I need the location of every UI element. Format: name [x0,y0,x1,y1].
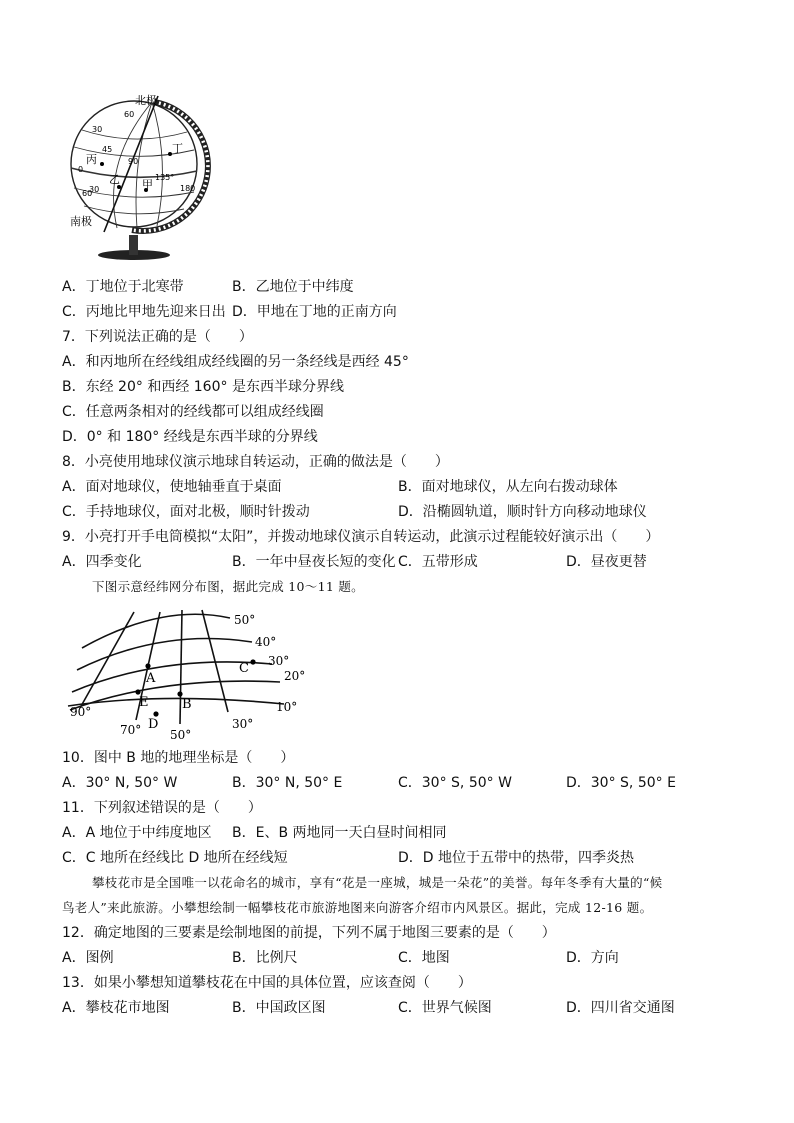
q12-option-d[interactable]: D．方向 [566,950,619,966]
q10-option-c[interactable]: C．30° S, 50° W [398,775,512,791]
svg-text:40°: 40° [255,635,277,649]
q9-option-c[interactable]: C．五带形成 [398,554,478,570]
q13-option-d[interactable]: D．四川省交通图 [566,1000,675,1016]
point-d-marker [153,711,158,716]
q12-stem: 12．确定地图的三要素是绘制地图的前提，下列不属于地图三要素的是（ ） [62,925,556,941]
q10-stem: 10．图中 B 地的地理坐标是（ ） [62,750,295,766]
q11-option-d[interactable]: D．D 地位于五带中的热带，四季炎热 [398,850,635,866]
q8-option-a[interactable]: A．面对地球仪，使地轴垂直于桌面 [62,479,282,495]
q13-option-a[interactable]: A．攀枝花市地图 [62,1000,170,1016]
q8-option-b[interactable]: B．面对地球仪，从左向右拨动球体 [398,479,618,495]
q12-option-a[interactable]: A．图例 [62,950,114,966]
q11-stem: 11．下列叙述错误的是（ ） [62,800,262,816]
q6-option-d[interactable]: D．甲地在丁地的正南方向 [232,304,397,320]
q13-option-c[interactable]: C．世界气候图 [398,1000,492,1016]
point-yi-label: 乙 [109,173,120,186]
q7-option-b[interactable]: B．东经 20° 和西经 160° 是东西半球分界线 [62,379,344,395]
svg-text:90: 90 [128,157,139,166]
point-c-label: C [239,661,249,676]
q6-option-b[interactable]: B．乙地位于中纬度 [232,279,354,295]
point-c-marker [250,659,255,664]
q11-option-b[interactable]: B．E、B 两地同一天白昼时间相同 [232,825,447,841]
svg-text:70°: 70° [120,723,142,737]
point-e-label: E [139,695,149,710]
svg-text:45: 45 [102,145,113,154]
q6-option-c[interactable]: C．丙地比甲地先迎来日出 [62,304,226,320]
svg-text:30: 30 [89,185,100,194]
q8-option-c[interactable]: C．手持地球仪，面对北极，顺时针拨动 [62,504,310,520]
q8-option-d[interactable]: D．沿椭圆轨道，顺时针方向移动地球仪 [398,504,647,520]
q13-option-b[interactable]: B．中国政区图 [232,1000,326,1016]
svg-text:90°: 90° [70,705,92,719]
q8-stem: 8．小亮使用地球仪演示地球自转运动，正确的做法是（ ） [62,454,449,470]
svg-text:60: 60 [82,189,93,198]
q9-option-b[interactable]: B．一年中昼夜长短的变化 [232,554,396,570]
q11-option-a[interactable]: A．A 地位于中纬度地区 [62,825,212,841]
q12-option-c[interactable]: C．地图 [398,950,450,966]
globe-figure [62,92,212,262]
q10-option-d[interactable]: D．30° S, 50° E [566,775,676,791]
q6-option-a[interactable]: A．丁地位于北寒带 [62,279,184,295]
q9-option-a[interactable]: A．四季变化 [62,554,142,570]
svg-text:30°: 30° [232,717,254,731]
intro-12-16-line1: 攀枝花市是全国唯一以花命名的城市，享有“花是一座城，城是一朵花”的美誉。每年冬季有大量的“候 [92,875,663,890]
point-e-marker [135,689,140,694]
point-bing-label: 丙 [86,153,97,166]
q7-stem: 7．下列说法正确的是（ ） [62,329,253,345]
svg-text:50°: 50° [170,728,192,742]
svg-text:0: 0 [78,165,84,174]
q7-option-c[interactable]: C．任意两条相对的经线都可以组成经线圈 [62,404,324,420]
graticule-figure [62,608,312,742]
svg-text:30°: 30° [268,654,290,668]
south-pole-label: 南极 [70,215,92,228]
q13-stem: 13．如果小攀想知道攀枝花在中国的具体位置，应该查阅（ ） [62,975,472,991]
svg-text:30: 30 [92,125,103,134]
svg-text:60: 60 [124,110,135,119]
q7-option-d[interactable]: D．0° 和 180° 经线是东西半球的分界线 [62,429,318,445]
globe-stand-post [129,235,138,255]
q7-option-a[interactable]: A．和丙地所在经线组成经线圈的另一条经线是西经 45° [62,354,409,370]
intro-12-16-line2: 鸟老人”来此旅游。小攀想绘制一幅攀枝花市旅游地图来向游客介绍市内风景区。据此，完成 12-16 题。 [62,900,653,915]
intro-10-11: 下图示意经纬网分布图，据此完成 10～11 题。 [92,579,364,594]
svg-text:135°: 135° [155,173,175,182]
point-a-marker [145,663,150,668]
q10-option-b[interactable]: B．30° N, 50° E [232,775,343,791]
q10-option-a[interactable]: A．30° N, 50° W [62,775,178,791]
q9-stem: 9．小亮打开手电筒模拟“太阳”，并拨动地球仪演示自转运动，此演示过程能较好演示出（ ） [62,529,660,545]
point-ding-label: 丁 [172,142,183,155]
svg-text:50°: 50° [234,613,256,627]
q11-option-c[interactable]: C．C 地所在经线比 D 地所在经线短 [62,850,288,866]
point-b-marker [177,691,182,696]
q9-option-d[interactable]: D．昼夜更替 [566,554,647,570]
svg-text:20°: 20° [284,669,306,683]
point-b-label: B [182,697,192,712]
point-d-label: D [148,717,159,732]
point-jia-label: 甲 [142,178,153,191]
svg-text:180: 180 [180,184,196,193]
svg-text:10°: 10° [276,700,298,714]
q12-option-b[interactable]: B．比例尺 [232,950,298,966]
north-pole-label: 北极 [135,94,157,107]
point-a-label: A [146,671,156,686]
